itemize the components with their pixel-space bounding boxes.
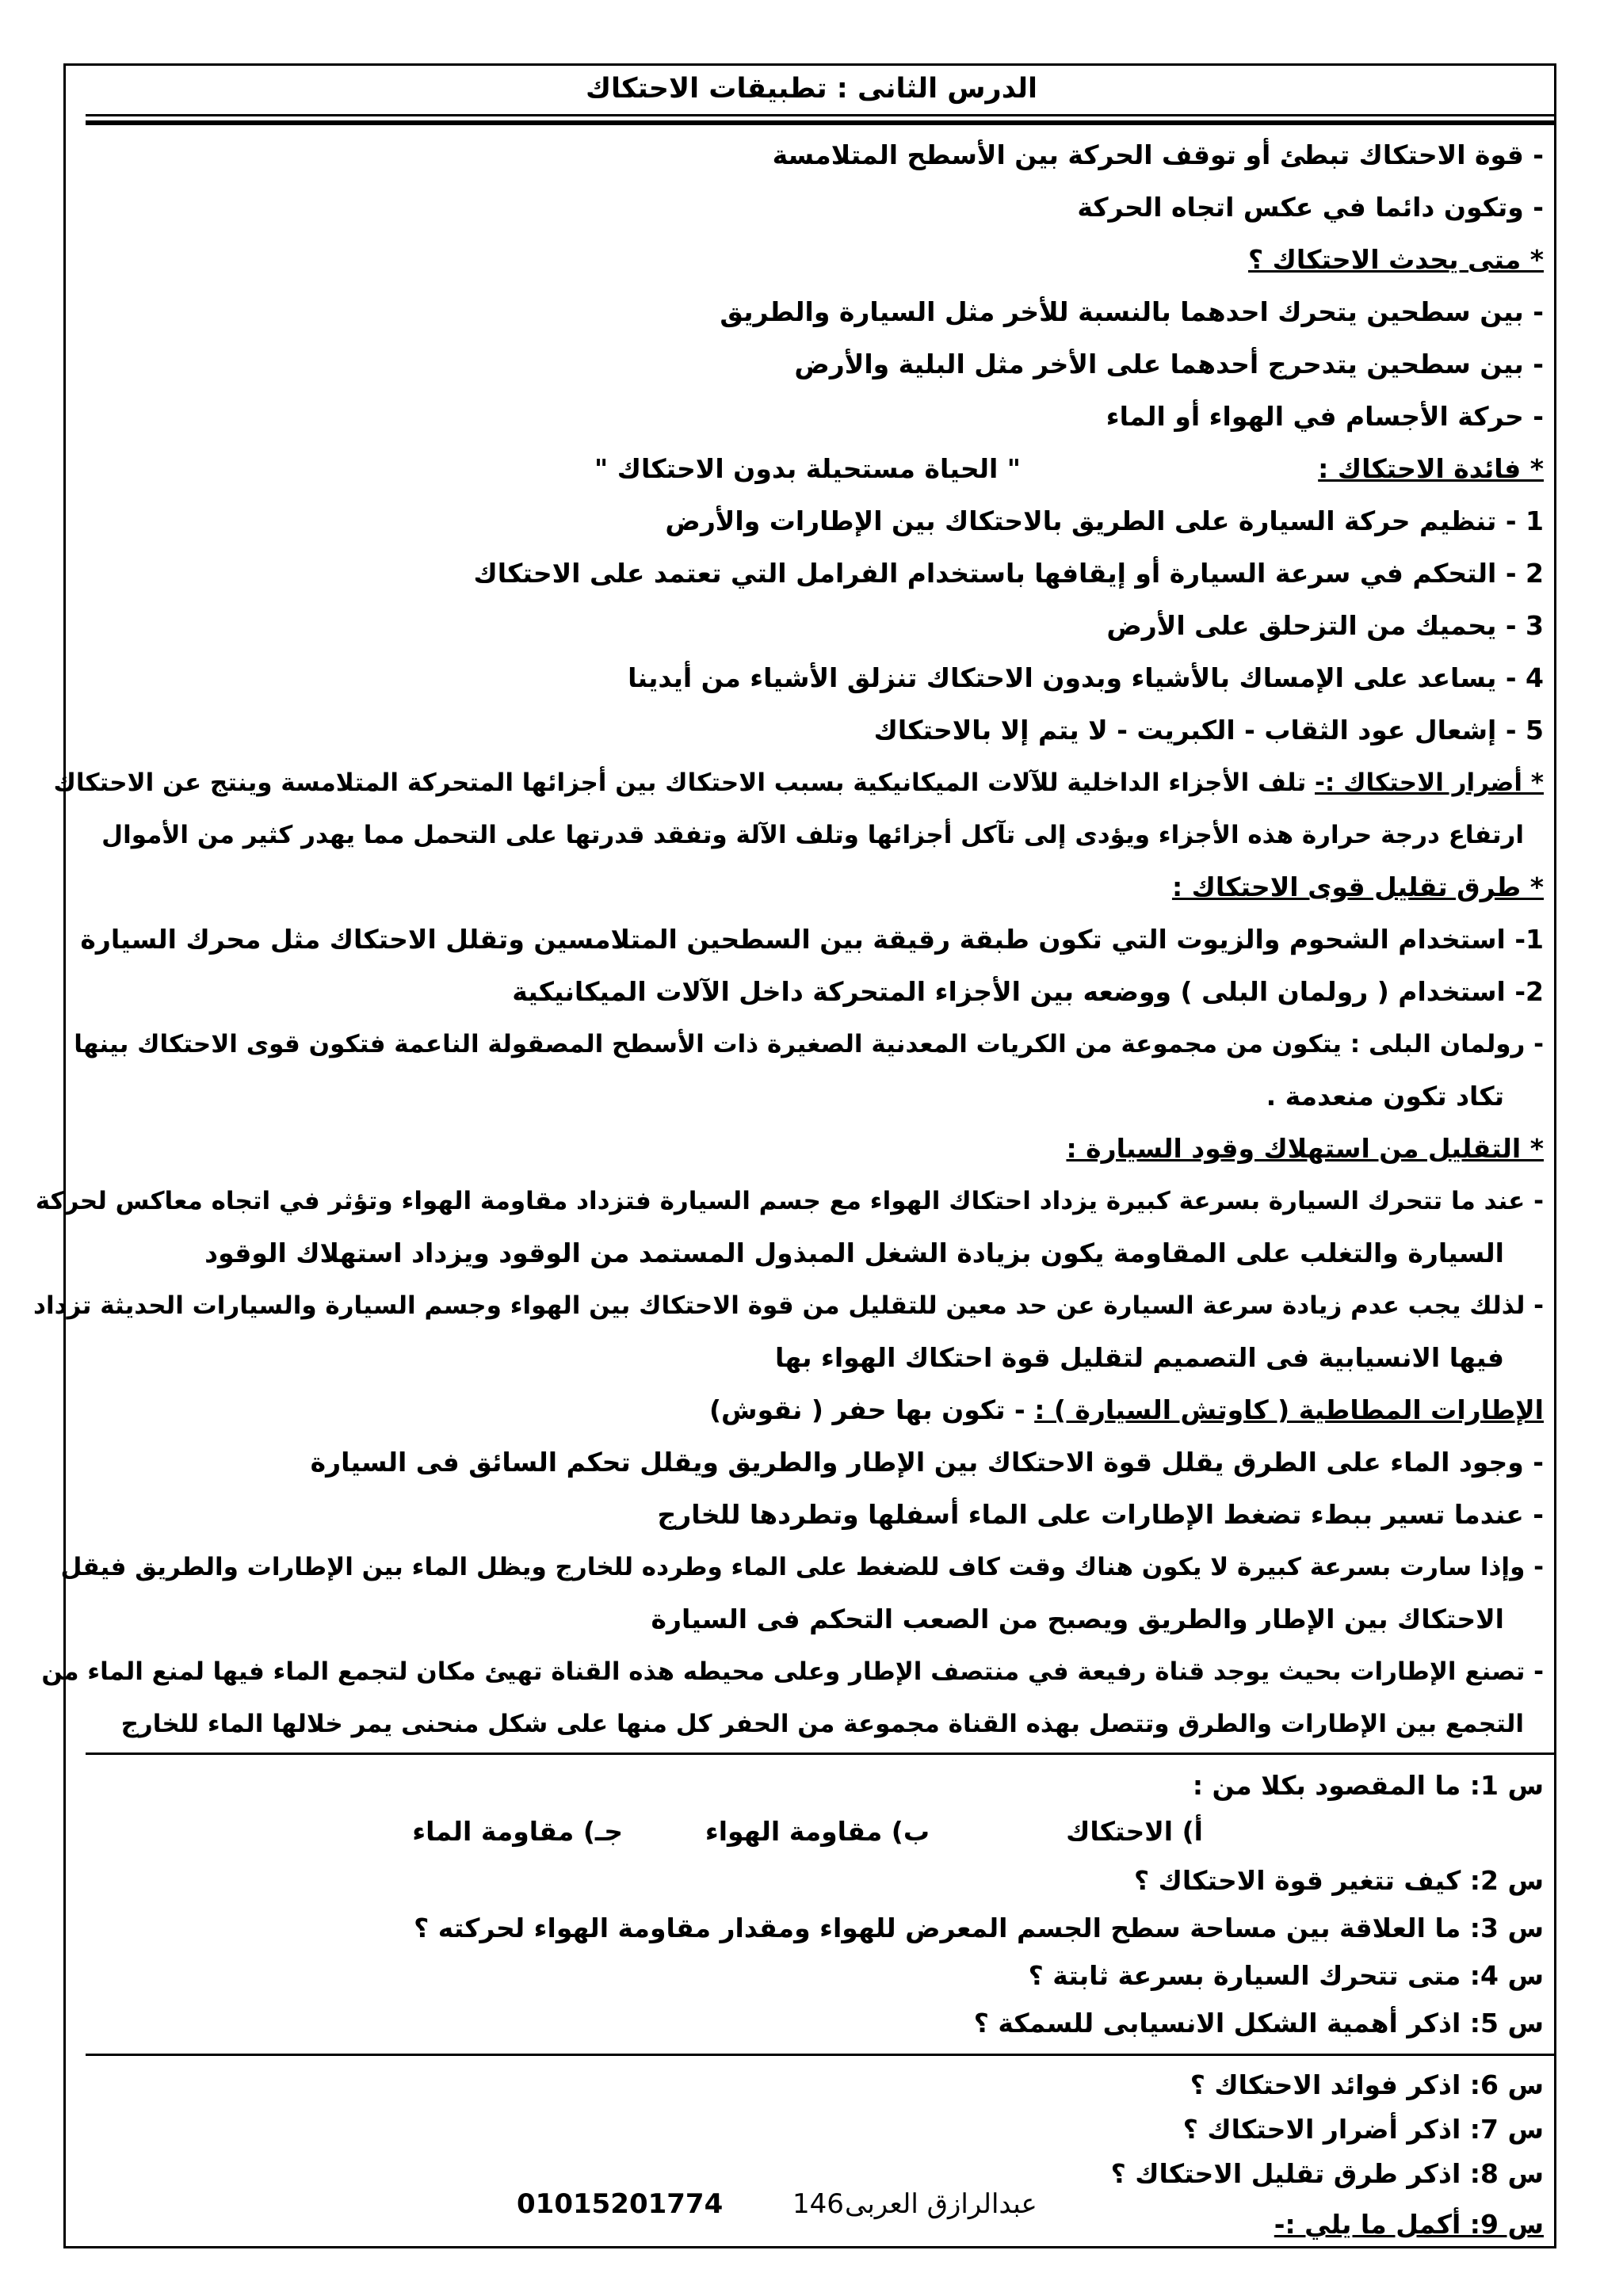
footer-phone: 01015201774 [517, 2188, 724, 2220]
reduce-item-1: 1- استخدام الشحوم والزيوت التي تكون طبقة رقيقة بين السطحين المتلامسين وتقلل الاحتكاك مثل محرك السيارة [80, 924, 1544, 955]
benefit-item-4: 4 - يساعد على الإمساك بالأشياء وبدون الاحتكاك تنزلق الأشياء من أيدينا [628, 662, 1544, 693]
footer-author: عبدالرازق العربى [845, 2188, 1037, 2220]
fuel-p2-line-2: فيها الانسيابية فى التصميم لتقليل قوة احتكاك الهواء بها [774, 1342, 1504, 1373]
bearing-line-2: تكاد تكون منعدمة . [1266, 1081, 1504, 1112]
fuel-p1-line-1: - عند ما تتحرك السيارة بسرعة كبيرة يزداد احتكاك الهواء مع جسم السيارة فتزداد مقاومة الهواء وتؤثر في اتجاه معاكس لحركة [35, 1187, 1544, 1215]
question-4: س 4: متى تتحرك السيارة بسرعة ثابتة ؟ [1028, 1960, 1544, 1991]
tires-heading-rest: - تكون بها حفر ( نقوش) [708, 1394, 1035, 1425]
question-1-option-c: جـ) مقاومة الماء [412, 1816, 623, 1847]
tires-line-3a: - وإذا سارت بسرعة كبيرة لا يكون هناك وقت كاف للضغط على الماء وطرده للخارج ويظل الماء بين الإطارات والطريق فيقل [60, 1553, 1544, 1581]
question-7: س 7: اذكر أضرار الاحتكاك ؟ [1182, 2114, 1544, 2145]
benefit-item-3: 3 - يحميك من التزحلق على الأرض [1106, 610, 1544, 641]
question-8: س 8: اذكر طرق تقليل الاحتكاك ؟ [1110, 2158, 1544, 2189]
question-9: س 9: أكمل ما يلي :- [1274, 2209, 1544, 2240]
intro-line-2: - وتكون دائما في عكس اتجاه الحركة [1077, 192, 1544, 223]
when-item-1: - بين سطحين يتحرك احدهما بالنسبة للأخر مثل السيارة والطريق [720, 296, 1544, 327]
fuel-p1-line-2: السيارة والتغلب على المقاومة يكون بزيادة الشغل المبذول المستمد من الوقود ويزداد استهلاك الوقود [204, 1238, 1504, 1268]
bearing-line-1: - رولمان البلى : يتكون من مجموعة من الكريات المعدنية الصغيرة ذات الأسطح المصقولة الناعمة فتكون قوى الاحتكاك بينها [74, 1030, 1544, 1058]
tires-line-1: - وجود الماء على الطرق يقلل قوة الاحتكاك بين الإطار والطريق ويقلل تحكم السائق فى السيارة [310, 1447, 1544, 1478]
tires-line-4a: - تصنع الإطارات بحيث يوجد قناة رفيعة في منتصف الإطار وعلى محيطه هذه القناة تهيئ مكان لتجمع الماء فيها لمنع الماء من [41, 1657, 1544, 1686]
fuel-p2-line-1: - لذلك يجب عدم زيادة سرعة السيارة عن حد معين للتقليل من قوة الاحتكاك بين الهواء وجسم السيارة والسيارات الحديثة تزداد [33, 1291, 1544, 1320]
benefits-heading: * فائدة الاحتكاك : [1318, 453, 1544, 484]
question-1: س 1: ما المقصود بكلا من : [1192, 1770, 1544, 1801]
page-title: الدرس الثانى : تطبيقات الاحتكاك [585, 73, 1038, 105]
when-heading: * متى يحدث الاحتكاك ؟ [1247, 244, 1544, 275]
questions-divider [86, 1753, 1556, 1755]
reduce-heading: * طرق تقليل قوى الاحتكاك : [1171, 871, 1544, 902]
harms-heading: * أضرار الاحتكاك :- [1315, 769, 1544, 797]
question-6: س 6: اذكر فوائد الاحتكاك ؟ [1190, 2069, 1544, 2100]
title-divider-thin [86, 114, 1556, 116]
when-item-3: - حركة الأجسام في الهواء أو الماء [1106, 401, 1544, 432]
harms-line-1: تلف الأجزاء الداخلية للآلات الميكانيكية بسبب الاحتكاك بين أجزائها المتحركة المتلامسة وينتج عن الاحتكاك [53, 769, 1307, 797]
question-1-option-b: ب) مقاومة الهواء [705, 1816, 930, 1847]
question-3: س 3: ما العلاقة بين مساحة سطح الجسم المعرض للهواء ومقدار مقاومة الهواء لحركته ؟ [414, 1913, 1544, 1943]
benefit-item-2: 2 - التحكم في سرعة السيارة أو إيقافها باستخدام الفرامل التي تعتمد على الاحتكاك [473, 558, 1544, 589]
benefit-item-1: 1 - تنظيم حركة السيارة على الطريق بالاحتكاك بين الإطارات والأرض [665, 505, 1544, 536]
tires-line-2: - عندما تسير ببطء تضغط الإطارات على الماء أسفلها وتطردها للخارج [657, 1499, 1544, 1530]
tires-heading: الإطارات المطاطية ( كاوتش السيارة ) : [1034, 1394, 1544, 1425]
intro-line-1: - قوة الاحتكاك تبطئ أو توقف الحركة بين الأسطح المتلامسة [772, 139, 1544, 170]
benefits-quote: " الحياة مستحيلة بدون الاحتكاك " [594, 453, 1021, 484]
benefit-item-5: 5 - إشعال عود الثقاب - الكبريت - لا يتم إلا بالاحتكاك [873, 715, 1544, 746]
tires-line-4b: التجمع بين الإطارات والطرق وتتصل بهذه القناة مجموعة من الحفر كل منها على شكل منحنى يمر خلالها الماء للخارج [120, 1710, 1524, 1738]
question-2: س 2: كيف تتغير قوة الاحتكاك ؟ [1134, 1865, 1544, 1896]
questions-divider-2 [86, 2054, 1556, 2056]
footer-page-number: 146 [792, 2188, 844, 2220]
fuel-heading: * التقليل من استهلاك وقود السيارة : [1066, 1133, 1544, 1164]
title-divider-thick [86, 120, 1556, 125]
harms-line-2: ارتفاع درجة حرارة هذه الأجزاء ويؤدى إلى تآكل أجزائها وتلف الآلة وتفقد قدرتها على التحمل مما يهدر كثير من الأموال [101, 821, 1524, 849]
reduce-item-2: 2- استخدام ( رولمان البلى ) ووضعه بين الأجزاء المتحركة داخل الآلات الميكانيكية [512, 976, 1544, 1007]
question-1-option-a: أ) الاحتكاك [1066, 1816, 1203, 1847]
question-5: س 5: اذكر أهمية الشكل الانسيابى للسمكة ؟ [973, 2008, 1544, 2039]
tires-line-3b: الاحتكاك بين الإطار والطريق ويصبح من الصعب التحكم فى السيارة [651, 1604, 1504, 1634]
when-item-2: - بين سطحين يتدحرج أحدهما على الأخر مثل البلية والأرض [794, 349, 1544, 379]
